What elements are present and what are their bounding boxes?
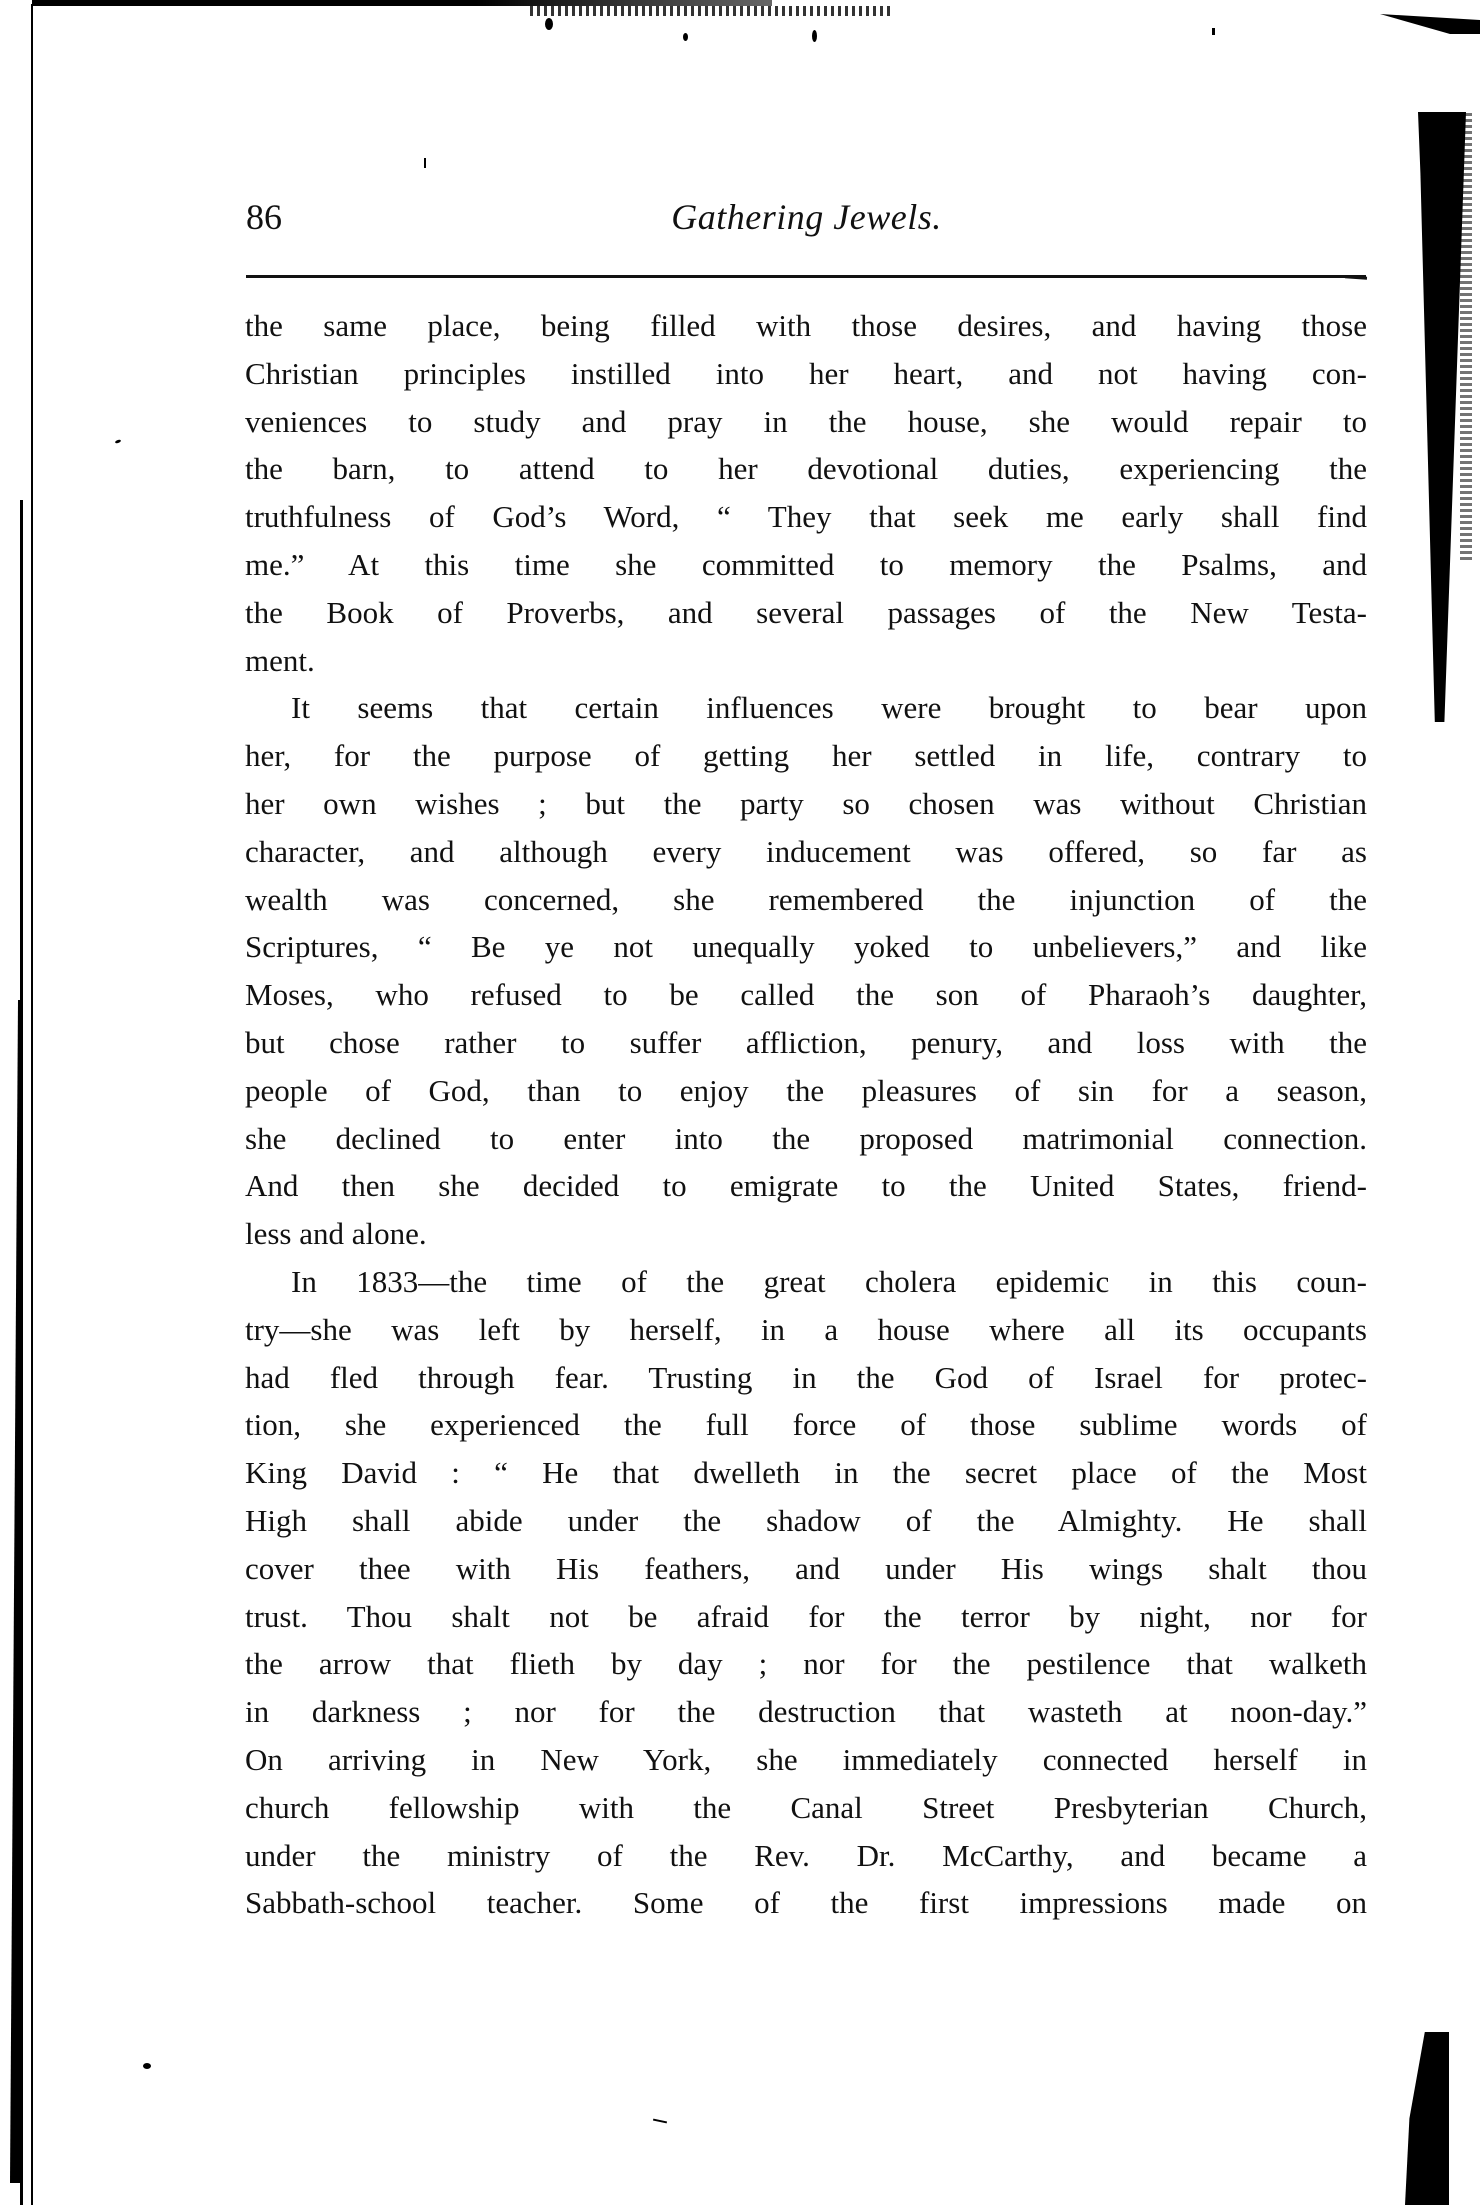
- text-line: Scriptures, “ Be ye not unequally yoked to unbelievers,” and like: [245, 929, 1367, 965]
- page-number: 86: [246, 197, 282, 237]
- text-line: the barn, to attend to her devotional duties, experiencing the: [245, 451, 1367, 487]
- paragraph: [245, 684, 1367, 1258]
- text-line: in darkness ; nor for the destruction that wasteth at noon-day.”: [245, 1694, 1367, 1730]
- scan-speck: [812, 30, 817, 42]
- text-line: people of God, than to enjoy the pleasures of sin for a season,: [245, 1072, 1367, 1108]
- scan-speck: [683, 33, 688, 41]
- scan-corner-shadow: [1380, 14, 1480, 34]
- text-line: King David : “ He that dwelleth in the secret place of the Most: [245, 1455, 1367, 1491]
- page-left-edge: [31, 4, 33, 2205]
- text-line: wealth was concerned, she remembered the injunction of the: [245, 881, 1367, 917]
- text-line: High shall abide under the shadow of the Almighty. He shall: [245, 1502, 1367, 1538]
- text-line: try—she was left by herself, in a house where all its occupants: [245, 1311, 1367, 1347]
- header-rule: [246, 275, 1366, 278]
- header-rule-tail: [1345, 275, 1367, 280]
- text-line: under the ministry of the Rev. Dr. McCarthy, and became a: [245, 1837, 1367, 1873]
- scan-speck: [424, 158, 426, 168]
- text-line: the arrow that flieth by day ; nor for the pestilence that walketh: [245, 1646, 1367, 1682]
- scan-noise-top: [530, 6, 890, 16]
- book-spine-shadow: [10, 1000, 20, 2183]
- scan-speck: [115, 439, 122, 444]
- running-head: [246, 196, 1367, 246]
- text-line: On arriving in New York, she immediately connected herself in: [245, 1741, 1367, 1777]
- text-line: It seems that certain influences were brought to bear upon: [291, 690, 1367, 726]
- text-line: truthfulness of God’s Word, “ They that seek me early shall find: [245, 499, 1367, 535]
- page-edge-shadow-right: [1418, 112, 1466, 722]
- text-line: character, and although every inducement was offered, so far as: [245, 833, 1367, 869]
- text-line: but chose rather to suffer affliction, penury, and loss with the: [245, 1024, 1367, 1060]
- text-line: she declined to enter into the proposed matrimonial connection.: [245, 1120, 1367, 1156]
- text-line: Moses, who refused to be called the son of Pharaoh’s daughter,: [245, 977, 1367, 1013]
- text-line: tion, she experienced the full force of those sublime words of: [245, 1407, 1367, 1443]
- text-line: her, for the purpose of getting her settled in life, contrary to: [245, 738, 1367, 774]
- scan-speck: [1212, 28, 1215, 35]
- text-line: cover thee with His feathers, and under His wings shalt thou: [245, 1550, 1367, 1586]
- text-line: her own wishes ; but the party so chosen was without Christian: [245, 785, 1367, 821]
- body-text: [245, 302, 1367, 1927]
- page-edge-shadow-bottom-right: [1405, 2032, 1449, 2205]
- text-line: the Book of Proverbs, and several passages of the New Testa-: [245, 594, 1367, 630]
- scan-speck: [653, 2119, 667, 2124]
- text-line: In 1833—the time of the great cholera epidemic in this coun-: [291, 1263, 1367, 1299]
- page-edge-noise-right: [1460, 110, 1472, 560]
- paragraph: [245, 1258, 1367, 1927]
- text-line: ment.: [245, 642, 315, 678]
- text-line: Christian principles instilled into her heart, and not having con-: [245, 355, 1367, 391]
- text-line: less and alone.: [245, 1216, 427, 1252]
- text-line: had fled through fear. Trusting in the God of Israel for protec-: [245, 1359, 1367, 1395]
- text-line: me.” At this time she committed to memory the Psalms, and: [245, 546, 1367, 582]
- running-title: Gathering Jewels.: [671, 197, 942, 237]
- book-spine-line: [20, 500, 23, 2205]
- text-line: church fellowship with the Canal Street Presbyterian Church,: [245, 1789, 1367, 1825]
- text-line: And then she decided to emigrate to the United States, friend-: [245, 1168, 1367, 1204]
- text-line: trust. Thou shalt not be afraid for the terror by night, nor for: [245, 1598, 1367, 1634]
- scan-speck: [545, 18, 553, 30]
- text-line: Sabbath-school teacher. Some of the first impressions made on: [245, 1885, 1367, 1921]
- text-line: the same place, being filled with those desires, and having those: [245, 308, 1367, 343]
- scan-speck: [143, 2063, 151, 2069]
- text-line: veniences to study and pray in the house, she would repair to: [245, 403, 1367, 439]
- paragraph: [245, 302, 1367, 684]
